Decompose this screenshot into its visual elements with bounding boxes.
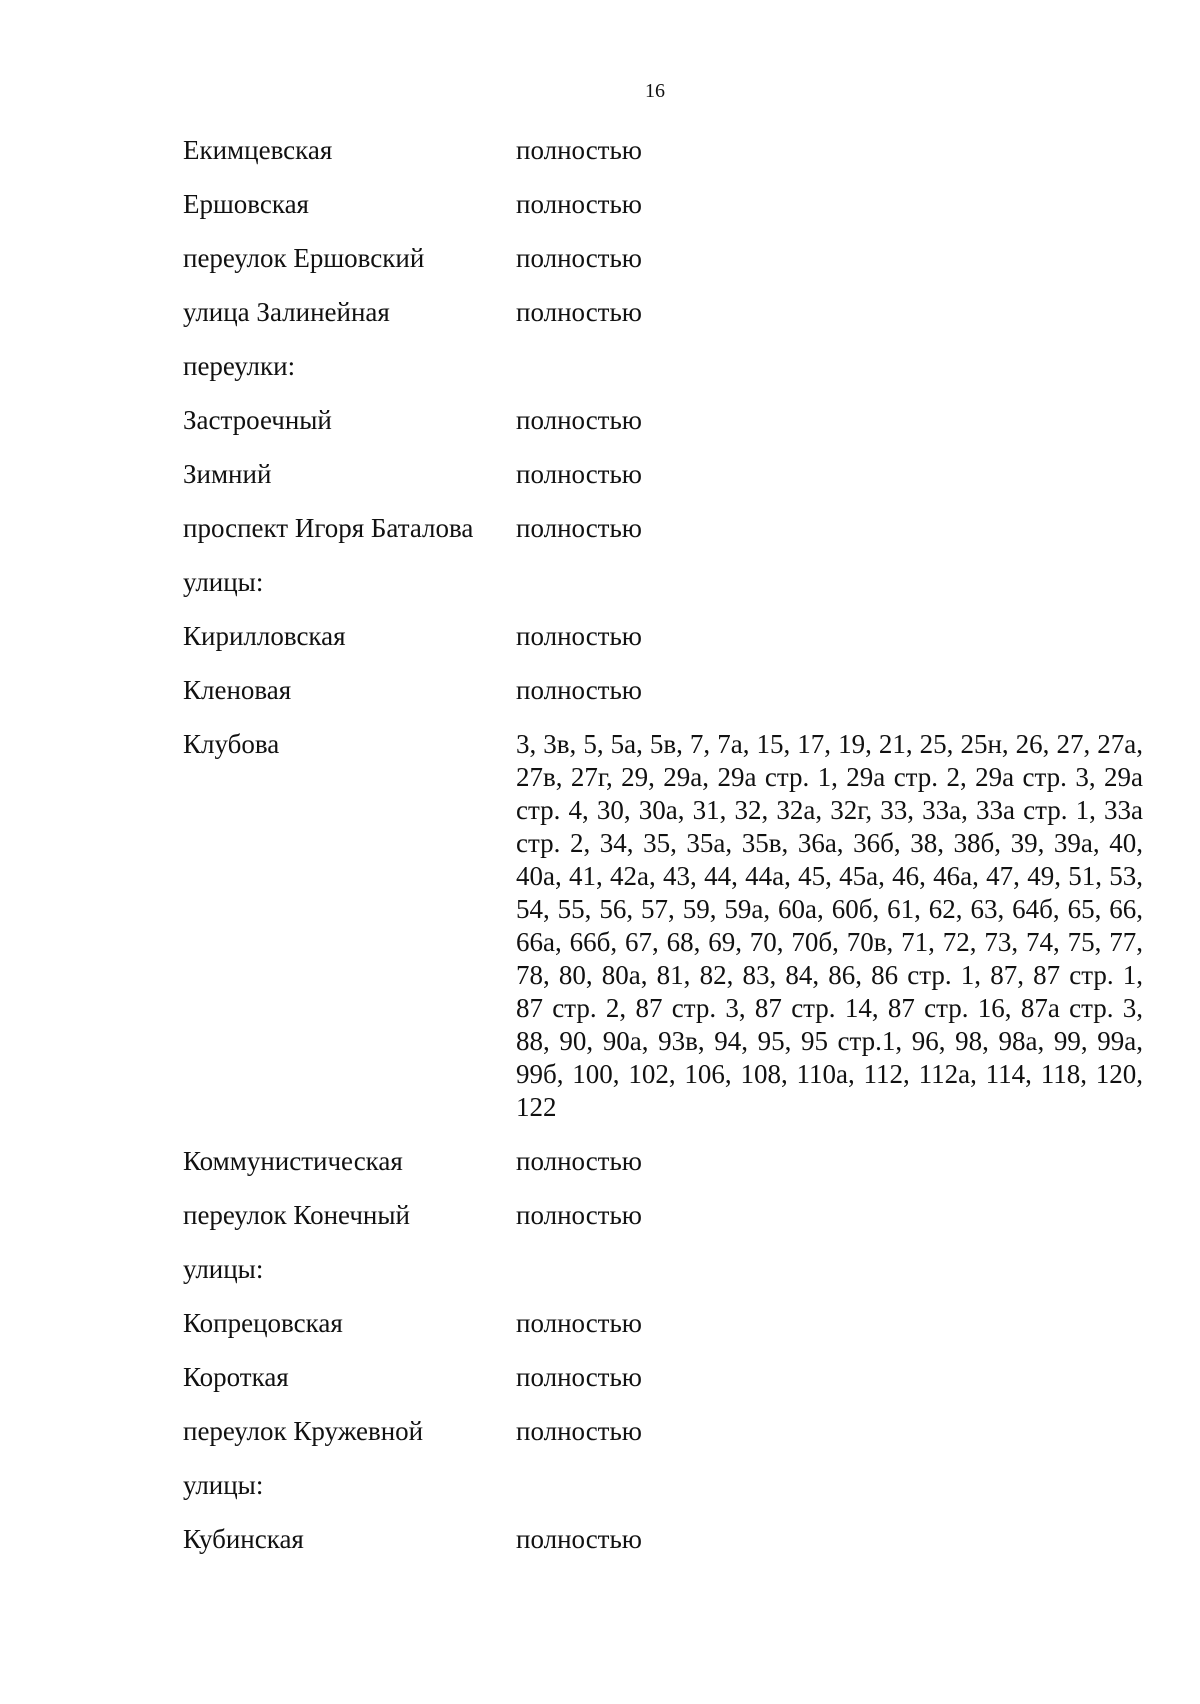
street-row <box>183 1199 1143 1253</box>
street-coverage: полностью <box>516 1200 642 1230</box>
group-heading: улицы: <box>183 567 264 597</box>
street-row <box>183 404 1143 458</box>
group-heading-row <box>183 1253 1143 1307</box>
street-name: улица Залинейная <box>183 297 390 327</box>
street-name: Кубинская <box>183 1524 304 1554</box>
street-row <box>183 188 1143 242</box>
street-coverage: полностью <box>516 513 642 543</box>
group-heading-row <box>183 1469 1143 1523</box>
street-name: Клубова <box>183 729 280 759</box>
street-list <box>183 134 1143 1577</box>
street-name: Кирилловская <box>183 621 346 651</box>
street-row <box>183 512 1143 566</box>
street-coverage: полностью <box>516 1146 642 1176</box>
street-coverage: полностью <box>516 1524 642 1554</box>
street-coverage: полностью <box>516 1308 642 1338</box>
street-name: переулок Конечный <box>183 1200 410 1230</box>
street-row <box>183 1415 1143 1469</box>
street-row <box>183 1145 1143 1199</box>
street-name: Короткая <box>183 1362 289 1392</box>
street-row <box>183 296 1143 350</box>
street-coverage: полностью <box>516 405 642 435</box>
street-row <box>183 728 1143 1124</box>
street-row <box>183 134 1143 188</box>
street-name: Копрецовская <box>183 1308 343 1338</box>
street-row <box>183 458 1143 512</box>
page-number: 16 <box>645 80 665 102</box>
street-name: проспект Игоря Баталова <box>183 513 474 543</box>
street-row <box>183 1361 1143 1415</box>
street-name: Екимцевская <box>183 135 333 165</box>
group-heading: переулки: <box>183 351 296 381</box>
street-coverage: полностью <box>516 297 642 327</box>
group-heading-row <box>183 350 1143 404</box>
street-name: Ершовская <box>183 189 309 219</box>
street-row <box>183 242 1143 296</box>
group-heading: улицы: <box>183 1254 264 1284</box>
street-name: переулок Кружевной <box>183 1416 424 1446</box>
street-coverage: полностью <box>516 135 642 165</box>
street-name: переулок Ершовский <box>183 243 425 273</box>
street-coverage: полностью <box>516 1416 642 1446</box>
street-coverage: полностью <box>516 1362 642 1392</box>
street-row <box>183 1523 1143 1577</box>
street-coverage: полностью <box>516 621 642 651</box>
group-heading-row <box>183 566 1143 620</box>
street-name: Коммунистическая <box>183 1146 403 1176</box>
street-row <box>183 674 1143 728</box>
street-coverage: полностью <box>516 243 642 273</box>
street-coverage: полностью <box>516 675 642 705</box>
street-row <box>183 620 1143 674</box>
street-coverage: полностью <box>516 189 642 219</box>
street-name: Кленовая <box>183 675 292 705</box>
street-coverage: полностью <box>516 459 642 489</box>
street-row <box>183 1307 1143 1361</box>
street-name: Застроечный <box>183 405 332 435</box>
street-name: Зимний <box>183 459 272 489</box>
group-heading: улицы: <box>183 1470 264 1500</box>
house-numbers-list: 3, 3в, 5, 5а, 5в, 7, 7а, 15, 17, 19, 21, 25, 25н, 26, 27, 27а, 27в, 27г, 29, 29а, 29а стр. 1, 29а стр. 2, 29а стр. 3, 29а стр. 4, 30, 30а, 31, 32, 32а, 32г, 33, 33а, 33а стр. 1, 33а стр. 2, 34, 35, 35а, 35в, 36а, 36б, 38, 38б, 39, 39а, 40, 40а, 41, 42а, 43, 44, 44а, 45, 45а, 46, 46а, 47, 49, 51, 53, 54, 55, 56, 57, 59, 59а, 60а, 60б, 61, 62, 63, 64б, 65, 66, 66а, 66б, 67, 68, 69, 70, 70б, 70в, 71, 72, 73, 74, 75, 77, 78, 80, 80а, 81, 82, 83, 84, 86, 86 стр. 1, 87, 87 стр. 1, 87 стр. 2, 87 стр. 3, 87 стр. 14, 87 стр. 16, 87а стр. 3, 88, 90, 90а, 93в, 94, 95, 95 стр.1, 96, 98, 98а, 99, 99а, 99б, 100, 102, 106, 108, 110а, 112, 112а, 114, 118, 120, 122 <box>516 729 1143 1122</box>
